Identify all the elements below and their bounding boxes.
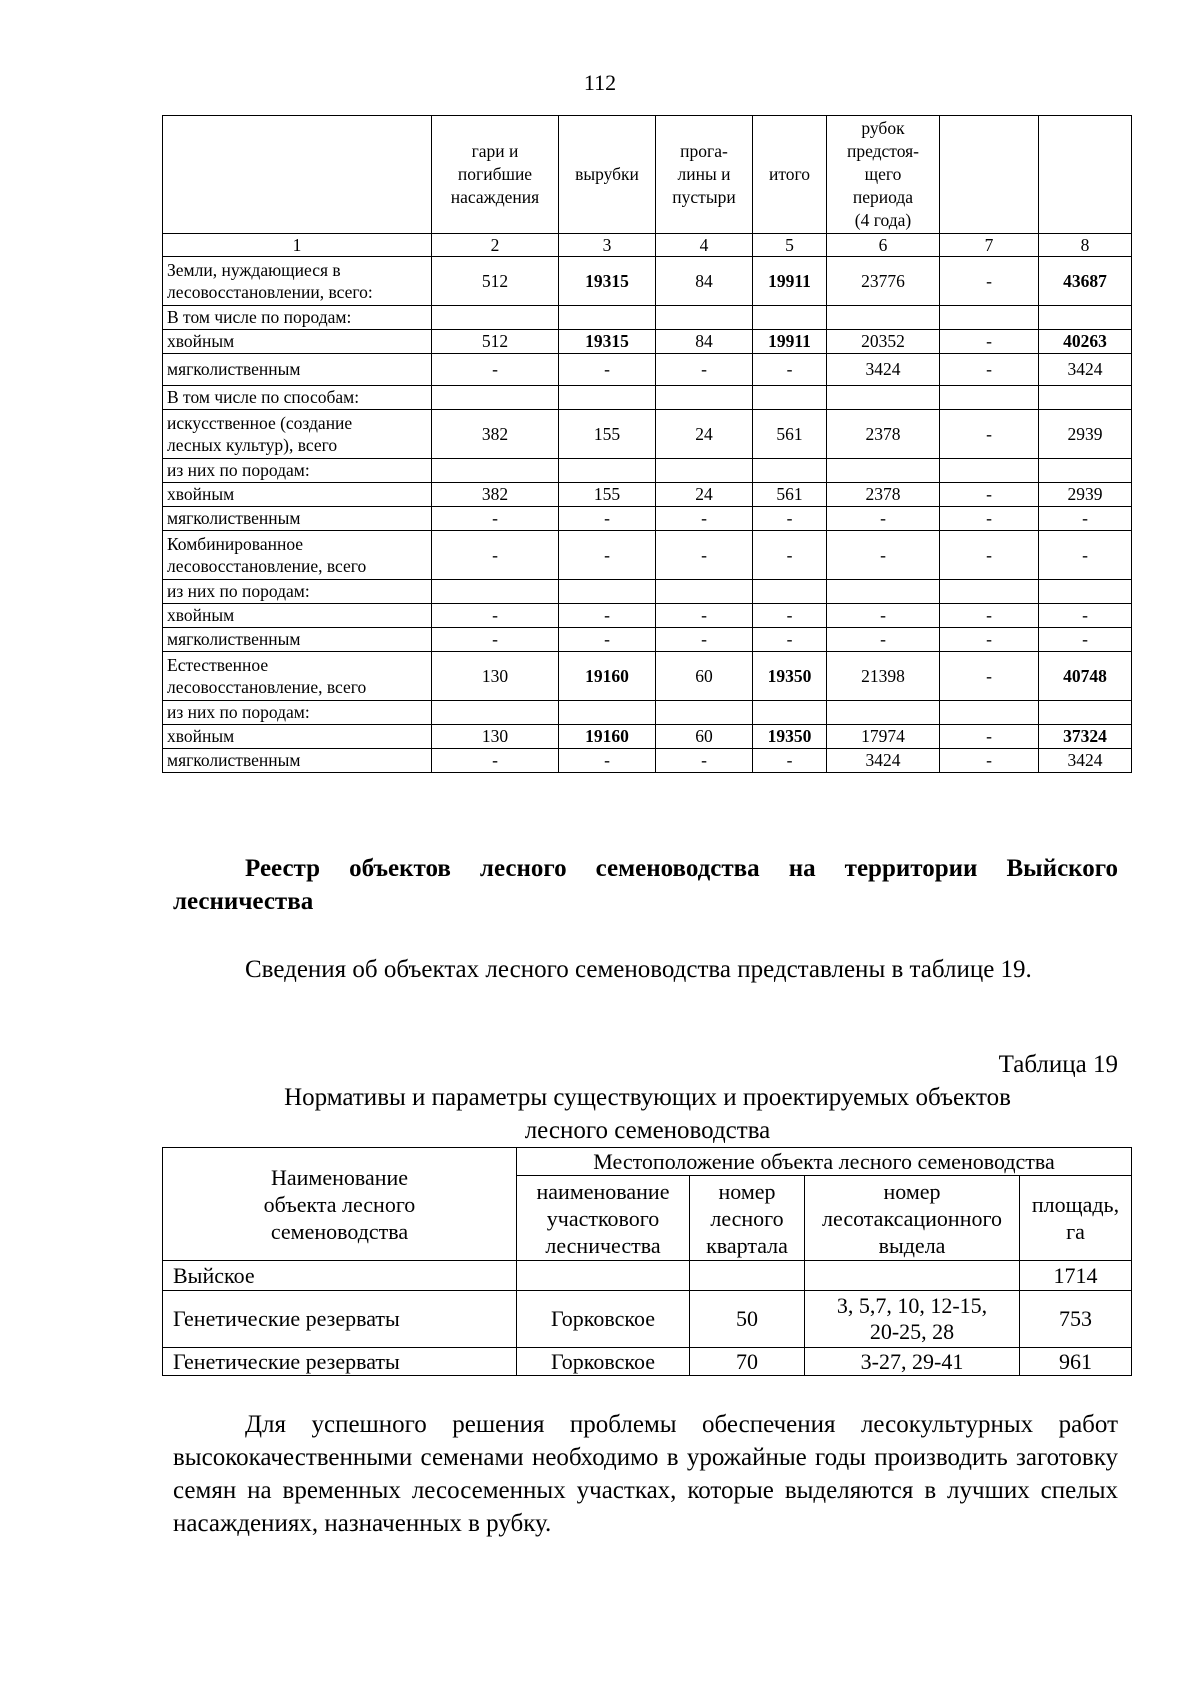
row-label: хвойным — [163, 330, 432, 354]
value-cell: 60 — [656, 652, 753, 701]
header-total: итого — [753, 116, 827, 234]
value-cell: - — [656, 628, 753, 652]
table-header-row — [163, 116, 1132, 234]
object-name: Генетические резерваты — [163, 1291, 517, 1348]
value-cell — [656, 459, 753, 483]
value-cell: 19350 — [753, 725, 827, 749]
value-cell — [432, 306, 559, 330]
value-cell — [432, 580, 559, 604]
row-label: мягколиственным — [163, 628, 432, 652]
row-label: искусственное (создание лесных культур), всего — [163, 410, 432, 459]
column-number: 8 — [1039, 234, 1132, 257]
reforestation-table — [162, 115, 1132, 773]
value-cell: 24 — [656, 410, 753, 459]
district-name: Горковское — [517, 1291, 690, 1348]
value-cell: - — [753, 531, 827, 580]
value-cell — [1039, 306, 1132, 330]
table-title-line: Нормативы и параметры существующих и проектируемых объектов — [284, 1084, 1011, 1111]
value-cell: 19160 — [559, 725, 656, 749]
value-cell: - — [656, 354, 753, 386]
row-label: хвойным — [163, 725, 432, 749]
allotment-number: 3, 5,7, 10, 12-15, 20-25, 28 — [805, 1291, 1020, 1348]
table-row — [163, 257, 1132, 306]
table-label: Таблица 19 — [998, 1051, 1118, 1078]
header-burns: гари и погибшие насаждения — [432, 116, 559, 234]
value-cell: - — [432, 531, 559, 580]
value-cell: 21398 — [827, 652, 940, 701]
value-cell: - — [940, 507, 1039, 531]
header-glades: прога- лины и пустыри — [656, 116, 753, 234]
value-cell: - — [827, 604, 940, 628]
value-cell: - — [432, 628, 559, 652]
value-cell — [827, 701, 940, 725]
value-cell: 37324 — [1039, 725, 1132, 749]
value-cell — [827, 386, 940, 410]
value-cell: 382 — [432, 483, 559, 507]
value-cell: - — [753, 628, 827, 652]
value-cell: 3424 — [1039, 354, 1132, 386]
table-header-row — [163, 1148, 1132, 1176]
value-cell: - — [1039, 507, 1132, 531]
area-value: 753 — [1020, 1291, 1132, 1348]
value-cell: - — [940, 725, 1039, 749]
value-cell — [656, 306, 753, 330]
row-label: хвойным — [163, 483, 432, 507]
value-cell — [432, 459, 559, 483]
row-label: мягколиственным — [163, 749, 432, 773]
table-row — [163, 652, 1132, 701]
allotment-number: 3-27, 29-41 — [805, 1348, 1020, 1376]
column-number: 5 — [753, 234, 827, 257]
table-row — [163, 628, 1132, 652]
value-cell: - — [656, 531, 753, 580]
table-row — [163, 306, 1132, 330]
table-title-line: лесного семеноводства — [524, 1117, 771, 1144]
district-name — [517, 1261, 690, 1291]
quarter-number: 70 — [690, 1348, 805, 1376]
value-cell: 2378 — [827, 483, 940, 507]
value-cell: 2939 — [1039, 483, 1132, 507]
value-cell: 3424 — [827, 749, 940, 773]
intro-paragraph: Сведения об объектах лесного семеноводства представлены в таблице 19. — [245, 956, 1032, 983]
value-cell — [753, 701, 827, 725]
header-object-name: Наименование объекта лесного семеноводства — [163, 1148, 517, 1261]
value-cell — [656, 701, 753, 725]
row-label: из них по породам: — [163, 580, 432, 604]
object-name: Генетические резерваты — [163, 1348, 517, 1376]
table-row — [163, 483, 1132, 507]
value-cell: - — [753, 354, 827, 386]
column-number: 4 — [656, 234, 753, 257]
value-cell — [1039, 701, 1132, 725]
seed-objects-table — [162, 1147, 1132, 1376]
column-number: 2 — [432, 234, 559, 257]
value-cell: 561 — [753, 483, 827, 507]
quarter-number — [690, 1261, 805, 1291]
row-label: В том числе по породам: — [163, 306, 432, 330]
value-cell — [753, 386, 827, 410]
value-cell: - — [656, 604, 753, 628]
value-cell: 2378 — [827, 410, 940, 459]
value-cell — [559, 701, 656, 725]
column-number: 1 — [163, 234, 432, 257]
value-cell: 130 — [432, 652, 559, 701]
row-label: Комбинированное лесовосстановление, всего — [163, 531, 432, 580]
value-cell: - — [940, 652, 1039, 701]
value-cell — [827, 306, 940, 330]
value-cell — [940, 701, 1039, 725]
value-cell — [1039, 386, 1132, 410]
value-cell: - — [940, 483, 1039, 507]
value-cell: 17974 — [827, 725, 940, 749]
value-cell — [753, 580, 827, 604]
value-cell — [753, 306, 827, 330]
table-row — [163, 1261, 1132, 1291]
value-cell: 130 — [432, 725, 559, 749]
value-cell — [432, 701, 559, 725]
table-row — [163, 507, 1132, 531]
column-number: 6 — [827, 234, 940, 257]
value-cell: - — [559, 507, 656, 531]
closing-paragraph: Для успешного решения проблемы обеспечения лесокультурных работ высококачественными семенами необходимо в урожайные годы производить заготовку семян на временных лесосеменных участках, которые выделяются в лучших спелых насаждениях, назначенных в рубку. — [173, 1411, 1118, 1537]
row-label: из них по породам: — [163, 701, 432, 725]
value-cell: - — [656, 749, 753, 773]
value-cell: 20352 — [827, 330, 940, 354]
table-row — [163, 725, 1132, 749]
value-cell — [656, 580, 753, 604]
value-cell: 3424 — [827, 354, 940, 386]
row-label: Естественное лесовосстановление, всего — [163, 652, 432, 701]
value-cell: - — [940, 354, 1039, 386]
value-cell — [559, 306, 656, 330]
value-cell: 19315 — [559, 257, 656, 306]
quarter-number: 50 — [690, 1291, 805, 1348]
value-cell — [940, 386, 1039, 410]
header-quarter: номер лесного квартала — [690, 1176, 805, 1261]
value-cell: 84 — [656, 257, 753, 306]
value-cell: - — [559, 604, 656, 628]
district-name: Горковское — [517, 1348, 690, 1376]
table-row — [163, 410, 1132, 459]
row-label: Земли, нуждающиеся в лесовосстановлении, всего: — [163, 257, 432, 306]
table-row — [163, 531, 1132, 580]
value-cell: 23776 — [827, 257, 940, 306]
value-cell: - — [1039, 604, 1132, 628]
header-upcoming-cuts: рубок предстоя- щего периода (4 года) — [827, 116, 940, 234]
header-area: площадь, га — [1020, 1176, 1132, 1261]
value-cell: - — [940, 531, 1039, 580]
value-cell: - — [940, 628, 1039, 652]
table-row — [163, 701, 1132, 725]
value-cell: 40748 — [1039, 652, 1132, 701]
value-cell: - — [940, 749, 1039, 773]
value-cell: - — [432, 507, 559, 531]
value-cell — [559, 386, 656, 410]
row-label: мягколиственным — [163, 354, 432, 386]
table-row — [163, 1291, 1132, 1348]
value-cell — [940, 306, 1039, 330]
value-cell: 19911 — [753, 330, 827, 354]
column-number: 3 — [559, 234, 656, 257]
header-location: Местоположение объекта лесного семеноводства — [517, 1148, 1132, 1176]
value-cell: 382 — [432, 410, 559, 459]
header-clearcuts: вырубки — [559, 116, 656, 234]
table-title — [175, 1081, 1120, 1147]
value-cell: 561 — [753, 410, 827, 459]
value-cell — [753, 459, 827, 483]
value-cell: - — [940, 330, 1039, 354]
value-cell: - — [656, 507, 753, 531]
value-cell: 19160 — [559, 652, 656, 701]
table-row — [163, 749, 1132, 773]
value-cell: - — [753, 749, 827, 773]
value-cell: 155 — [559, 410, 656, 459]
value-cell: - — [559, 354, 656, 386]
value-cell: 2939 — [1039, 410, 1132, 459]
value-cell: - — [940, 604, 1039, 628]
table-row — [163, 330, 1132, 354]
value-cell: - — [432, 354, 559, 386]
section-heading: Реестр объектов лесного семеноводства на территории Выйского лесничества — [173, 855, 1118, 915]
value-cell: 19911 — [753, 257, 827, 306]
value-cell — [1039, 580, 1132, 604]
value-cell: - — [559, 531, 656, 580]
value-cell: 19350 — [753, 652, 827, 701]
value-cell: - — [432, 749, 559, 773]
value-cell: - — [940, 410, 1039, 459]
header-allotment: номер лесотаксационного выдела — [805, 1176, 1020, 1261]
table-row — [163, 459, 1132, 483]
value-cell: - — [753, 507, 827, 531]
value-cell: 3424 — [1039, 749, 1132, 773]
header-cell-empty — [1039, 116, 1132, 234]
value-cell: 43687 — [1039, 257, 1132, 306]
value-cell: - — [827, 531, 940, 580]
header-cell-empty — [163, 116, 432, 234]
value-cell: 40263 — [1039, 330, 1132, 354]
value-cell — [559, 580, 656, 604]
value-cell: 84 — [656, 330, 753, 354]
value-cell: - — [940, 257, 1039, 306]
table-row — [163, 1348, 1132, 1376]
column-number-row — [163, 234, 1132, 257]
header-district: наименование участкового лесничества — [517, 1176, 690, 1261]
row-label: мягколиственным — [163, 507, 432, 531]
object-name: Выйское — [163, 1261, 517, 1291]
value-cell — [559, 459, 656, 483]
table-row — [163, 580, 1132, 604]
value-cell: - — [559, 749, 656, 773]
page-number: 112 — [583, 70, 617, 95]
column-number: 7 — [940, 234, 1039, 257]
table-row — [163, 604, 1132, 628]
value-cell — [827, 459, 940, 483]
value-cell — [432, 386, 559, 410]
value-cell — [656, 386, 753, 410]
value-cell: 512 — [432, 257, 559, 306]
value-cell: - — [559, 628, 656, 652]
value-cell: 155 — [559, 483, 656, 507]
area-value: 961 — [1020, 1348, 1132, 1376]
value-cell — [940, 459, 1039, 483]
value-cell — [940, 580, 1039, 604]
value-cell: - — [827, 628, 940, 652]
value-cell: - — [432, 604, 559, 628]
row-label: из них по породам: — [163, 459, 432, 483]
table-row — [163, 354, 1132, 386]
row-label: хвойным — [163, 604, 432, 628]
value-cell — [1039, 459, 1132, 483]
value-cell: - — [1039, 628, 1132, 652]
allotment-number — [805, 1261, 1020, 1291]
header-cell-empty — [940, 116, 1039, 234]
value-cell: - — [1039, 531, 1132, 580]
value-cell: 512 — [432, 330, 559, 354]
value-cell: 24 — [656, 483, 753, 507]
value-cell — [827, 580, 940, 604]
value-cell: - — [753, 604, 827, 628]
value-cell: 60 — [656, 725, 753, 749]
area-value: 1714 — [1020, 1261, 1132, 1291]
table-row — [163, 386, 1132, 410]
value-cell: 19315 — [559, 330, 656, 354]
value-cell: - — [827, 507, 940, 531]
row-label: В том числе по способам: — [163, 386, 432, 410]
